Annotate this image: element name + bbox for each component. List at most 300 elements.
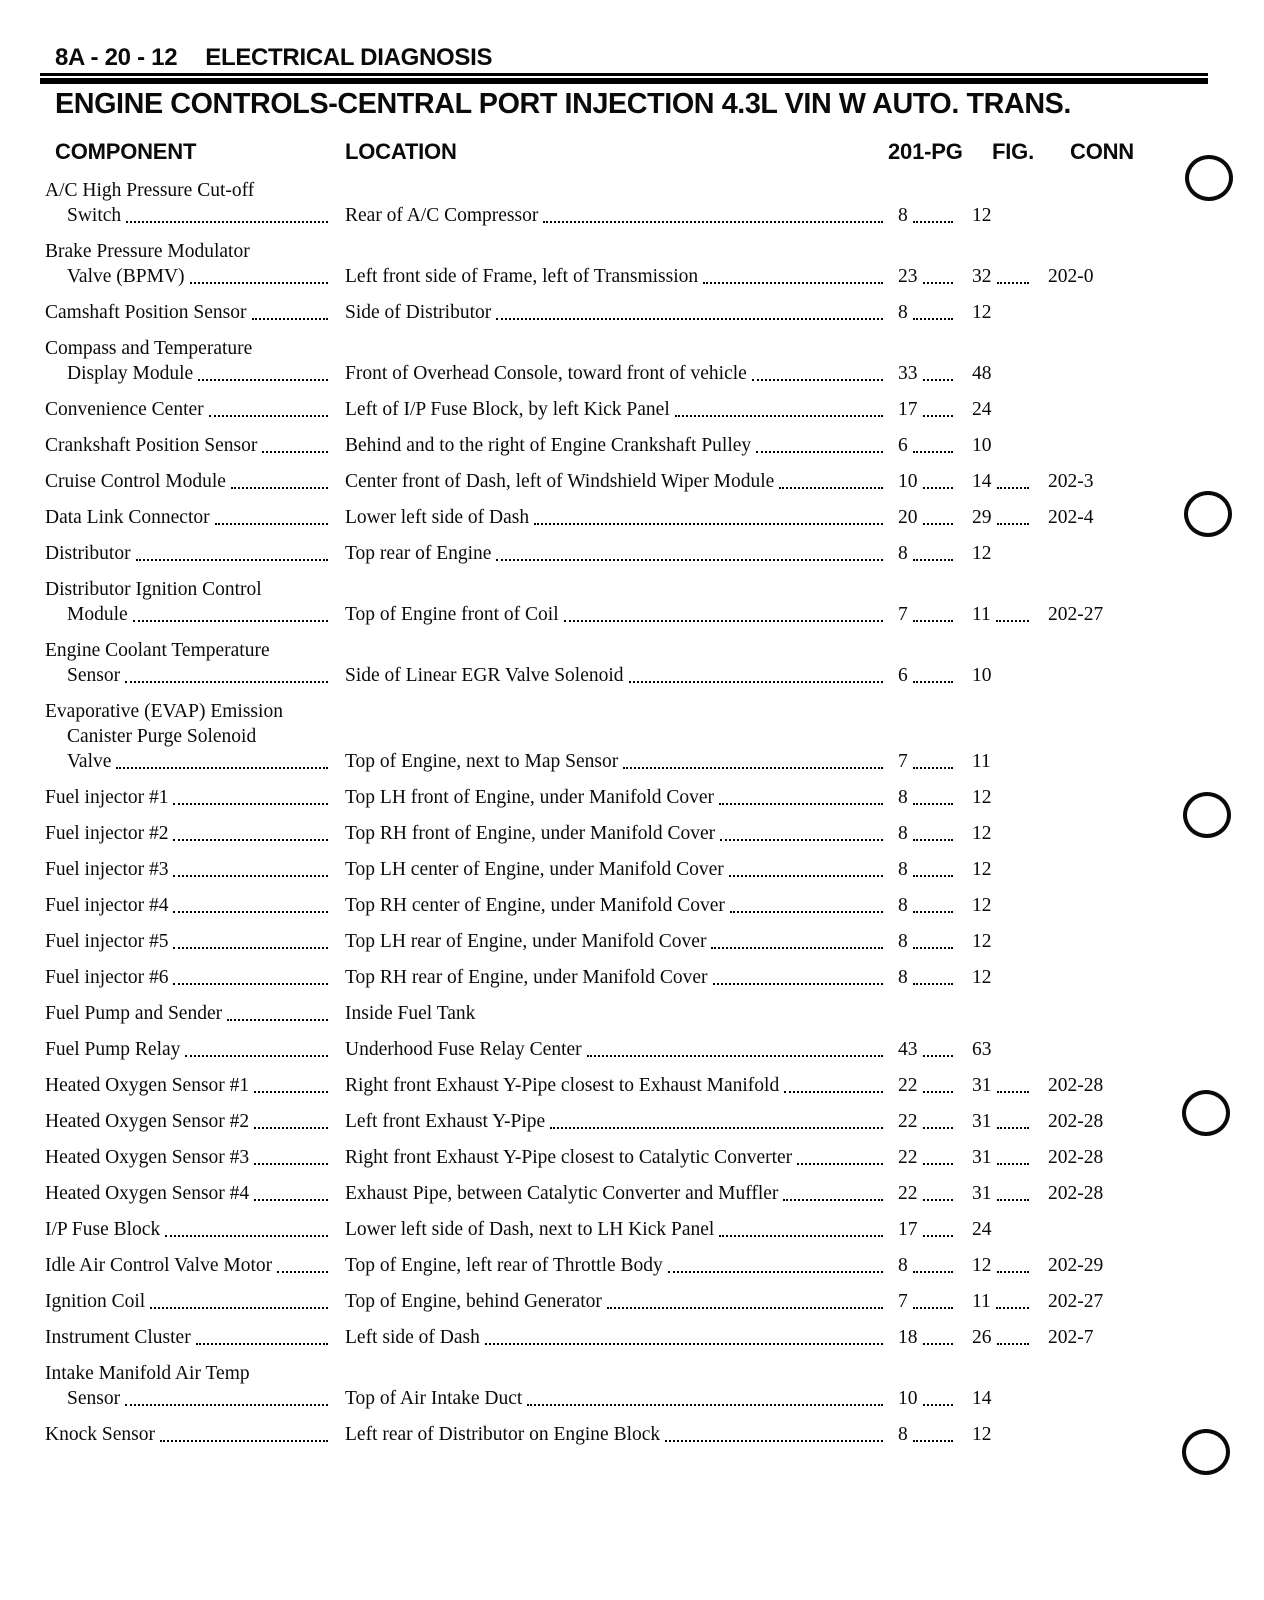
component-text: Data Link Connector: [45, 507, 210, 528]
fig-value: 31: [972, 1075, 992, 1096]
component-line: [45, 929, 335, 954]
fig-cell: [972, 300, 1036, 325]
dot-leader: [711, 947, 883, 949]
component-cell: [45, 300, 335, 325]
pg-cell: [898, 1422, 960, 1447]
location-cell: [345, 821, 890, 846]
dot-leader: [997, 523, 1030, 525]
table-row: [45, 541, 1205, 566]
fig-cell: [972, 929, 1036, 954]
component-text: Convenience Center: [45, 399, 204, 420]
dot-leader: [913, 1271, 953, 1273]
pg-cell: [898, 1073, 960, 1098]
column-header-201-pg: 201-PG: [888, 139, 963, 164]
pg-cell: [898, 1145, 960, 1170]
punch-hole: [1182, 1090, 1230, 1136]
component-line: [45, 397, 335, 422]
location-cell: [345, 203, 890, 228]
dot-leader: [564, 620, 883, 622]
dot-leader: [719, 803, 883, 805]
pg-cell: [898, 361, 960, 386]
fig-cell: [972, 541, 1036, 566]
fig-value: 48: [972, 363, 992, 384]
conn-cell: [1048, 602, 1158, 627]
component-text: Fuel injector #5: [45, 931, 169, 952]
dot-leader: [923, 1127, 954, 1129]
column-header-fig: FIG.: [992, 139, 1034, 164]
dot-leader: [720, 839, 883, 841]
dot-leader: [923, 523, 954, 525]
component-line: [45, 785, 335, 810]
dot-leader: [913, 451, 953, 453]
dot-leader: [923, 1199, 954, 1201]
pg-cell: [898, 749, 960, 774]
dot-leader: [165, 1235, 328, 1237]
component-text: Fuel Pump Relay: [45, 1039, 181, 1060]
component-text: Module: [67, 604, 128, 625]
dot-leader: [534, 523, 883, 525]
pg-value: 22: [898, 1111, 918, 1132]
dot-leader: [913, 983, 953, 985]
table-row: [45, 1325, 1205, 1350]
dot-leader: [997, 1091, 1030, 1093]
component-line: [45, 433, 335, 458]
location-text: Underhood Fuse Relay Center: [345, 1039, 582, 1060]
punch-hole: [1185, 155, 1233, 201]
location-cell: [345, 1217, 890, 1242]
pg-cell: [898, 397, 960, 422]
dot-leader: [587, 1055, 883, 1057]
component-line: [45, 1109, 335, 1134]
dot-leader: [997, 1343, 1030, 1345]
fig-cell: [972, 1217, 1036, 1242]
component-text: Valve (BPMV): [67, 266, 185, 287]
pg-value: 7: [898, 1291, 908, 1312]
fig-cell: [972, 857, 1036, 882]
location-cell: [345, 1253, 890, 1278]
component-line: [45, 663, 335, 688]
location-cell: [345, 505, 890, 530]
column-header-location: LOCATION: [345, 139, 457, 164]
conn-value: 202-28: [1048, 1147, 1104, 1168]
component-cell: [45, 785, 335, 810]
component-cell: [45, 699, 335, 774]
fig-value: 63: [972, 1039, 992, 1060]
dot-leader: [783, 1199, 883, 1201]
component-text: Idle Air Control Valve Motor: [45, 1255, 273, 1276]
component-cell: [45, 577, 335, 627]
table-row: [45, 1289, 1205, 1314]
location-text: Lower left side of Dash: [345, 507, 530, 528]
fig-value: 12: [972, 823, 992, 844]
pg-value: 18: [898, 1327, 918, 1348]
component-line: [45, 1289, 335, 1314]
component-text: Camshaft Position Sensor: [45, 302, 247, 323]
location-cell: [345, 1181, 890, 1206]
fig-value: 11: [972, 604, 991, 625]
dot-leader: [133, 620, 328, 622]
fig-cell: [972, 965, 1036, 990]
component-line: [45, 602, 335, 627]
location-cell: [345, 1289, 890, 1314]
component-text: Distributor Ignition Control: [45, 579, 262, 600]
pg-cell: [898, 203, 960, 228]
header-rule-thick: [40, 78, 1208, 84]
conn-value: 202-27: [1048, 604, 1104, 625]
pg-value: 7: [898, 604, 908, 625]
component-cell: [45, 1361, 335, 1411]
component-cell: [45, 821, 335, 846]
dot-leader: [997, 1271, 1030, 1273]
dot-leader: [665, 1440, 883, 1442]
fig-cell: [972, 1109, 1036, 1134]
header-rule-thin: [40, 73, 1208, 76]
dot-leader: [719, 1235, 883, 1237]
location-text: Left front Exhaust Y-Pipe: [345, 1111, 546, 1132]
pg-value: 23: [898, 266, 918, 287]
component-line: [45, 1325, 335, 1350]
dot-leader: [173, 983, 328, 985]
table-row: [45, 239, 1205, 289]
location-text: Left of I/P Fuse Block, by left Kick Panel: [345, 399, 670, 420]
component-cell: [45, 1253, 335, 1278]
dot-leader: [923, 1055, 954, 1057]
dot-leader: [543, 221, 883, 223]
fig-cell: [972, 397, 1036, 422]
dot-leader: [668, 1271, 883, 1273]
dot-leader: [527, 1404, 883, 1406]
dot-leader: [997, 487, 1030, 489]
location-cell: [345, 663, 890, 688]
table-row: [45, 1001, 1205, 1026]
fig-cell: [972, 1325, 1036, 1350]
fig-cell: [972, 893, 1036, 918]
component-text: Sensor: [67, 665, 121, 686]
dot-leader: [923, 1404, 954, 1406]
dot-leader: [923, 282, 954, 284]
component-cell: [45, 1073, 335, 1098]
fig-value: 12: [972, 787, 992, 808]
table-row: [45, 469, 1205, 494]
pg-value: 8: [898, 787, 908, 808]
dot-leader: [923, 1235, 954, 1237]
location-cell: [345, 433, 890, 458]
conn-value: 202-28: [1048, 1111, 1104, 1132]
dot-leader: [262, 451, 328, 453]
component-text: Ignition Coil: [45, 1291, 146, 1312]
location-text: Top rear of Engine: [345, 543, 492, 564]
location-cell: [345, 1001, 890, 1026]
component-text: Cruise Control Module: [45, 471, 226, 492]
component-line: [45, 699, 335, 724]
component-line: [45, 178, 335, 203]
pg-cell: [898, 300, 960, 325]
component-line: [45, 541, 335, 566]
fig-value: 12: [972, 1424, 992, 1445]
pg-value: 20: [898, 507, 918, 528]
conn-cell: [1048, 1181, 1158, 1206]
component-cell: [45, 433, 335, 458]
component-line: [45, 1001, 335, 1026]
component-line: [45, 857, 335, 882]
fig-cell: [972, 264, 1036, 289]
location-text: Lower left side of Dash, next to LH Kick Panel: [345, 1219, 715, 1240]
pg-cell: [898, 857, 960, 882]
dot-leader: [196, 1343, 328, 1345]
fig-value: 10: [972, 435, 992, 456]
dot-leader: [913, 620, 953, 622]
dot-leader: [923, 1091, 954, 1093]
dot-leader: [703, 282, 883, 284]
pg-cell: [898, 785, 960, 810]
location-cell: [345, 893, 890, 918]
dot-leader: [713, 983, 883, 985]
dot-leader: [923, 415, 954, 417]
location-cell: [345, 361, 890, 386]
location-text: Top of Engine, next to Map Sensor: [345, 751, 619, 772]
component-cell: [45, 469, 335, 494]
dot-leader: [198, 379, 328, 381]
fig-value: 24: [972, 1219, 992, 1240]
table-row: [45, 893, 1205, 918]
component-line: [45, 749, 335, 774]
dot-leader: [252, 318, 328, 320]
pg-cell: [898, 663, 960, 688]
location-text: Rear of A/C Compressor: [345, 205, 539, 226]
fig-value: 12: [972, 859, 992, 880]
pg-value: 8: [898, 1424, 908, 1445]
pg-value: 10: [898, 471, 918, 492]
dot-leader: [752, 379, 883, 381]
pg-cell: [898, 433, 960, 458]
component-text: Engine Coolant Temperature: [45, 640, 270, 661]
fig-value: 12: [972, 1255, 992, 1276]
pg-cell: [898, 893, 960, 918]
dot-leader: [675, 415, 883, 417]
location-cell: [345, 749, 890, 774]
dot-leader: [913, 681, 953, 683]
fig-value: 12: [972, 895, 992, 916]
location-text: Side of Linear EGR Valve Solenoid: [345, 665, 624, 686]
dot-leader: [784, 1091, 883, 1093]
component-cell: [45, 638, 335, 688]
component-text: Fuel injector #4: [45, 895, 169, 916]
section-code: 8A - 20 - 12: [55, 44, 178, 71]
table-row: [45, 857, 1205, 882]
section-title: ELECTRICAL DIAGNOSIS: [205, 44, 493, 71]
location-text: Top of Air Intake Duct: [345, 1388, 523, 1409]
conn-cell: [1048, 1253, 1158, 1278]
table-row: [45, 505, 1205, 530]
component-line: [45, 1361, 335, 1386]
fig-value: 11: [972, 751, 991, 772]
dot-leader: [277, 1271, 328, 1273]
table-row: [45, 577, 1205, 627]
dot-leader: [629, 681, 883, 683]
dot-leader: [756, 451, 883, 453]
dot-leader: [623, 767, 883, 769]
location-text: Front of Overhead Console, toward front of vehicle: [345, 363, 747, 384]
dot-leader: [485, 1343, 883, 1345]
location-text: Right front Exhaust Y-Pipe closest to Catalytic Converter: [345, 1147, 793, 1168]
location-text: Left side of Dash: [345, 1327, 480, 1348]
component-text: Fuel injector #1: [45, 787, 169, 808]
fig-value: 26: [972, 1327, 992, 1348]
component-text: Fuel injector #2: [45, 823, 169, 844]
dot-leader: [913, 221, 953, 223]
dot-leader: [215, 523, 328, 525]
pg-value: 6: [898, 665, 908, 686]
component-cell: [45, 1037, 335, 1062]
component-text: Heated Oxygen Sensor #3: [45, 1147, 250, 1168]
component-line: [45, 965, 335, 990]
dot-leader: [913, 875, 953, 877]
pg-value: 22: [898, 1075, 918, 1096]
dot-leader: [173, 875, 328, 877]
pg-value: 8: [898, 205, 908, 226]
dot-leader: [923, 379, 954, 381]
conn-cell: [1048, 1073, 1158, 1098]
location-cell: [345, 541, 890, 566]
fig-cell: [972, 361, 1036, 386]
fig-value: 12: [972, 967, 992, 988]
component-line: [45, 336, 335, 361]
dot-leader: [997, 282, 1030, 284]
table-row: [45, 965, 1205, 990]
table-row: [45, 300, 1205, 325]
component-text: Brake Pressure Modulator: [45, 241, 250, 262]
table-row: [45, 821, 1205, 846]
fig-value: 31: [972, 1183, 992, 1204]
component-text: Switch: [67, 205, 122, 226]
dot-leader: [173, 839, 328, 841]
fig-cell: [972, 1386, 1036, 1411]
component-text: A/C High Pressure Cut-off: [45, 180, 255, 201]
dot-leader: [116, 767, 328, 769]
dot-leader: [913, 839, 953, 841]
location-cell: [345, 300, 890, 325]
conn-value: 202-28: [1048, 1075, 1104, 1096]
fig-value: 12: [972, 543, 992, 564]
fig-cell: [972, 433, 1036, 458]
conn-value: 202-27: [1048, 1291, 1104, 1312]
dot-leader: [913, 318, 953, 320]
fig-value: 12: [972, 205, 992, 226]
pg-value: 33: [898, 363, 918, 384]
component-text: Knock Sensor: [45, 1424, 155, 1445]
location-cell: [345, 1073, 890, 1098]
running-head: [55, 44, 492, 72]
dot-leader: [125, 681, 328, 683]
dot-leader: [913, 559, 953, 561]
component-cell: [45, 178, 335, 228]
dot-leader: [797, 1163, 883, 1165]
location-cell: [345, 397, 890, 422]
pg-cell: [898, 541, 960, 566]
dot-leader: [997, 1163, 1030, 1165]
component-line: [45, 1422, 335, 1447]
pg-value: 8: [898, 302, 908, 323]
location-text: Top LH center of Engine, under Manifold Cover: [345, 859, 724, 880]
dot-leader: [254, 1091, 328, 1093]
fig-value: 29: [972, 507, 992, 528]
component-cell: [45, 397, 335, 422]
pg-cell: [898, 1325, 960, 1350]
component-cell: [45, 965, 335, 990]
pg-value: 22: [898, 1183, 918, 1204]
conn-cell: [1048, 505, 1158, 530]
component-text: Heated Oxygen Sensor #1: [45, 1075, 250, 1096]
pg-value: 43: [898, 1039, 918, 1060]
conn-cell: [1048, 1145, 1158, 1170]
component-text: Evaporative (EVAP) Emission: [45, 701, 283, 722]
pg-cell: [898, 264, 960, 289]
location-cell: [345, 1386, 890, 1411]
location-cell: [345, 965, 890, 990]
component-text: Display Module: [67, 363, 194, 384]
dot-leader: [913, 803, 953, 805]
component-line: [45, 1253, 335, 1278]
fig-cell: [972, 505, 1036, 530]
location-text: Top of Engine, left rear of Throttle Body: [345, 1255, 663, 1276]
component-cell: [45, 505, 335, 530]
location-text: Top RH front of Engine, under Manifold Cover: [345, 823, 716, 844]
conn-value: 202-29: [1048, 1255, 1104, 1276]
fig-value: 12: [972, 302, 992, 323]
pg-value: 6: [898, 435, 908, 456]
pg-cell: [898, 602, 960, 627]
dot-leader: [923, 487, 954, 489]
table-row: [45, 1217, 1205, 1242]
dot-leader: [607, 1307, 883, 1309]
table-row: [45, 1037, 1205, 1062]
dot-leader: [550, 1127, 883, 1129]
component-cell: [45, 1422, 335, 1447]
pg-cell: [898, 1253, 960, 1278]
page-title: ENGINE CONTROLS-CENTRAL PORT INJECTION 4.3L VIN W AUTO. TRANS.: [55, 88, 1072, 120]
component-text: Instrument Cluster: [45, 1327, 191, 1348]
fig-cell: [972, 203, 1036, 228]
fig-cell: [972, 1145, 1036, 1170]
location-text: Side of Distributor: [345, 302, 492, 323]
component-cell: [45, 1217, 335, 1242]
dot-leader: [996, 1307, 1029, 1309]
pg-value: 8: [898, 1255, 908, 1276]
dot-leader: [209, 415, 328, 417]
dot-leader: [173, 911, 328, 913]
table-row: [45, 1422, 1205, 1447]
pg-value: 8: [898, 543, 908, 564]
dot-leader: [254, 1163, 328, 1165]
pg-cell: [898, 1181, 960, 1206]
punch-hole: [1184, 491, 1232, 537]
location-cell: [345, 469, 890, 494]
component-text: I/P Fuse Block: [45, 1219, 161, 1240]
pg-cell: [898, 821, 960, 846]
component-line: [45, 505, 335, 530]
dot-leader: [729, 875, 883, 877]
location-text: Left rear of Distributor on Engine Block: [345, 1424, 661, 1445]
dot-leader: [779, 487, 883, 489]
pg-value: 17: [898, 1219, 918, 1240]
dot-leader: [997, 1127, 1030, 1129]
location-cell: [345, 1422, 890, 1447]
fig-cell: [972, 663, 1036, 688]
table-row: [45, 433, 1205, 458]
dot-leader: [913, 1440, 953, 1442]
fig-value: 31: [972, 1111, 992, 1132]
dot-leader: [136, 559, 328, 561]
